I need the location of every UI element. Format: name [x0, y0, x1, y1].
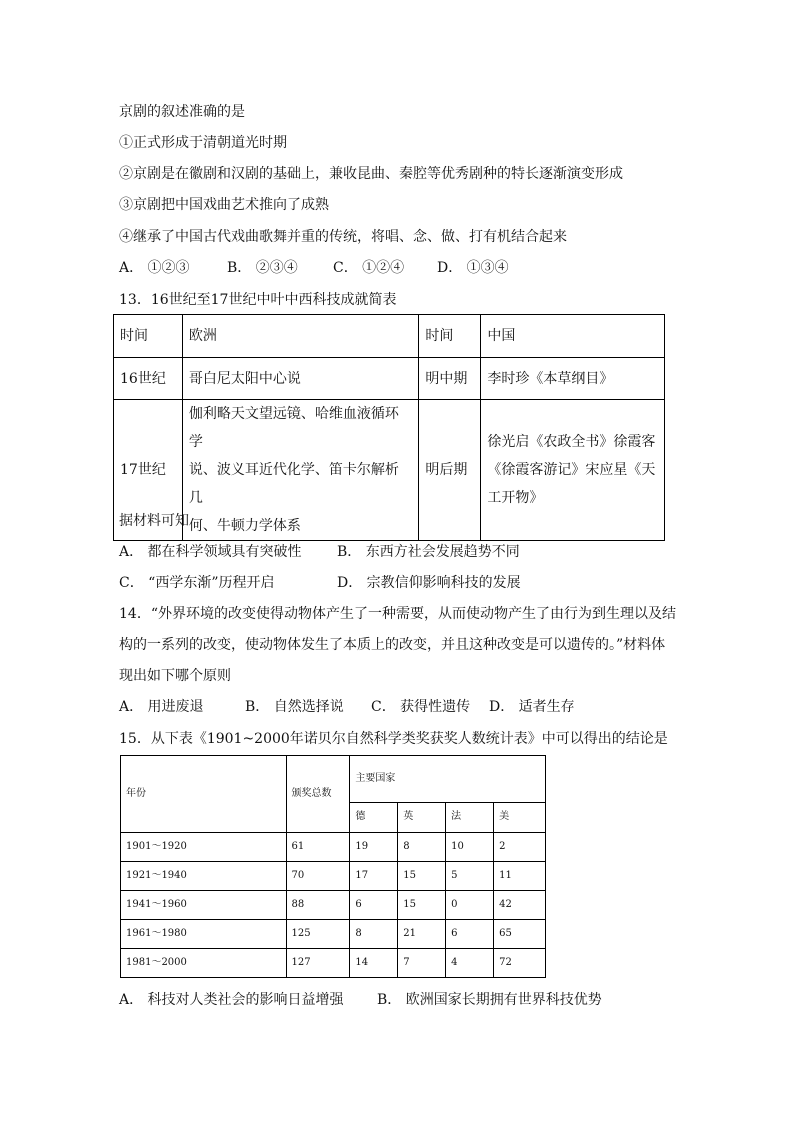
header-cell: 德: [350, 802, 398, 832]
cell-line: 何、牛顿力学体系: [188, 518, 301, 534]
table-row: [121, 891, 546, 920]
table-cell: 明后期: [419, 400, 481, 541]
table-row: [114, 358, 665, 400]
header-cell: 美: [494, 802, 546, 832]
table-cell: [481, 400, 665, 541]
q12-option-b[interactable]: B． ②③④: [227, 260, 298, 276]
q12-item-1: ①正式形成于清朝道光时期: [119, 135, 287, 151]
q15-option-b[interactable]: B． 欧洲国家长期拥有世界科技优势: [377, 992, 602, 1008]
table-cell: 5: [446, 862, 494, 891]
q12-item-4: ④继承了中国古代戏曲歌舞并重的传统，将唱、念、做、打有机结合起来: [119, 229, 567, 245]
table-cell: 125: [286, 920, 350, 949]
q14-stem-line-3: 现出如下哪个原则: [119, 668, 231, 684]
table-cell: 17世纪: [114, 400, 183, 541]
q14-stem-line-1: 14．“外界环境的改变使得动物体产生了一种需要，从而使动物产生了由行为到生理以及结: [119, 606, 676, 622]
table-cell: 72: [494, 949, 546, 978]
q12-option-c[interactable]: C． ①②④: [333, 260, 405, 276]
header-cell: 主要国家: [350, 756, 546, 803]
q13-option-a[interactable]: A． 都在科学领域具有突破性: [119, 544, 302, 560]
table-cell: 15: [398, 862, 446, 891]
q12-option-d[interactable]: D． ①③④: [437, 260, 509, 276]
q13-title: 13．16世纪至17世纪中叶中西科技成就简表: [119, 292, 397, 308]
table-cell: 1921～1940: [121, 862, 287, 891]
table-cell: 16世纪: [114, 358, 183, 400]
header-cell: 颁奖总数: [286, 756, 350, 833]
table-cell: 88: [286, 891, 350, 920]
header-cell: 中国: [481, 315, 665, 358]
table-cell: 6: [446, 920, 494, 949]
table-cell: 61: [286, 833, 350, 862]
table-cell: 17: [350, 862, 398, 891]
table-cell: 1961～1980: [121, 920, 287, 949]
q14-option-b[interactable]: B． 自然选择说: [245, 699, 344, 715]
table-cell: 19: [350, 833, 398, 862]
table-cell: 65: [494, 920, 546, 949]
table-cell: 70: [286, 862, 350, 891]
table-cell: 11: [494, 862, 546, 891]
table-cell: 15: [398, 891, 446, 920]
q15-stem: 15．从下表《1901~2000年诺贝尔自然科学类奖获奖人数统计表》中可以得出的结论是: [119, 731, 668, 747]
q13-option-c[interactable]: C． “西学东渐”历程开启: [119, 575, 275, 591]
q14-option-a[interactable]: A． 用进废退: [119, 699, 204, 715]
q13-option-b[interactable]: B． 东西方社会发展趋势不同: [337, 544, 520, 560]
table-cell: 21: [398, 920, 446, 949]
table-cell: 6: [350, 891, 398, 920]
table-row: [114, 400, 665, 541]
q14-option-c[interactable]: C． 获得性遗传: [371, 699, 471, 715]
table-cell: 1981～2000: [121, 949, 287, 978]
table-row: [121, 920, 546, 949]
cell-line: 工开物》: [487, 490, 544, 506]
table-cell: 127: [286, 949, 350, 978]
table-cell: 14: [350, 949, 398, 978]
q12-option-a[interactable]: A． ①②③: [119, 260, 190, 276]
table-cell: 8: [398, 833, 446, 862]
cell-line: 说、波义耳近代化学、笛卡尔解析几: [188, 462, 399, 506]
table-cell: 4: [446, 949, 494, 978]
q13-table: [113, 314, 665, 541]
table-cell: 7: [398, 949, 446, 978]
table-row: [121, 862, 546, 891]
header-cell: 法: [446, 802, 494, 832]
table-cell: [182, 400, 419, 541]
table-cell: 1941～1960: [121, 891, 287, 920]
cell-line: 徐光启《农政全书》徐霞客: [487, 434, 656, 450]
header-cell: 时间: [419, 315, 481, 358]
table-row: [121, 949, 546, 978]
q14-stem-line-2: 构的一系列的改变，使动物体发生了本质上的改变，并且这种改变是可以遗传的。”材料体: [119, 637, 666, 653]
nobel-table: [120, 755, 546, 978]
q12-options: [119, 258, 509, 278]
header-cell: 英: [398, 802, 446, 832]
q14-option-d[interactable]: D． 适者生存: [489, 699, 575, 715]
table-row: [121, 833, 546, 862]
q12-item-2: ②京剧是在徽剧和汉剧的基础上，兼收昆曲、秦腔等优秀剧种的特长逐渐演变形成: [119, 166, 623, 182]
q15-options: [119, 990, 602, 1010]
table-cell: 0: [446, 891, 494, 920]
q14-options: [119, 697, 575, 717]
table-cell: 8: [350, 920, 398, 949]
header-cell: 年份: [121, 756, 287, 833]
table-header-row: [121, 756, 546, 803]
table-header-row: [114, 315, 665, 358]
cell-line: 《徐霞客游记》宋应星《天: [487, 462, 656, 478]
header-cell: 欧洲: [182, 315, 419, 358]
header-cell: 时间: [114, 315, 183, 358]
table-cell: 2: [494, 833, 546, 862]
q12-item-3: ③京剧把中国戏曲艺术推向了成熟: [119, 197, 329, 213]
table-cell: 1901～1920: [121, 833, 287, 862]
q12-stem: 京剧的叙述准确的是: [119, 104, 245, 120]
q13-options-row-2: [119, 573, 521, 593]
table-cell: 李时珍《本草纲目》: [481, 358, 665, 400]
q15-option-a[interactable]: A． 科技对人类社会的影响日益增强: [119, 992, 344, 1008]
q13-option-d[interactable]: D． 宗教信仰影响科技的发展: [337, 575, 521, 591]
table-cell: 10: [446, 833, 494, 862]
table-cell: 明中期: [419, 358, 481, 400]
q13-prompt: 据材料可知: [119, 513, 189, 529]
table-cell: 哥白尼太阳中心说: [182, 358, 419, 400]
q13-options-row-1: [119, 542, 520, 562]
table-cell: 42: [494, 891, 546, 920]
cell-line: 伽利略天文望远镜、哈维血液循环学: [188, 406, 399, 450]
